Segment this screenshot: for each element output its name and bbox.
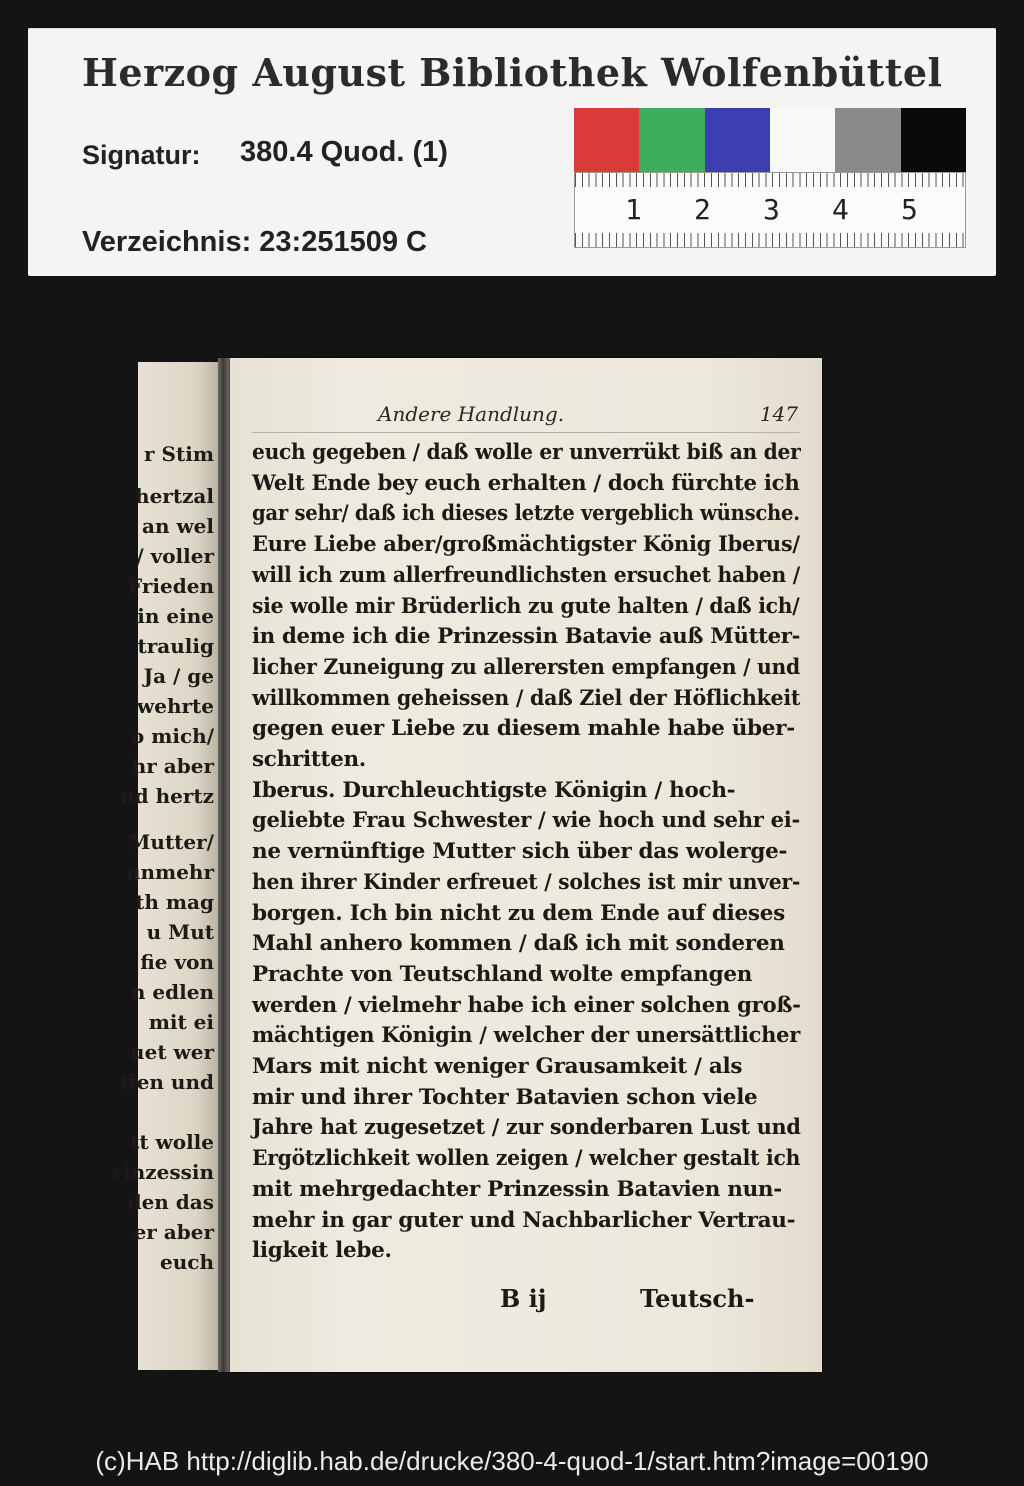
left-page-fragment: fie von xyxy=(140,950,214,974)
left-page-fragment: n edlen xyxy=(130,980,214,1004)
left-page-fragment: euch xyxy=(160,1250,214,1274)
ruler-number: 1 xyxy=(625,193,642,226)
scale-ruler xyxy=(574,172,966,248)
body-text-line: willkommen geheissen / daß Ziel der Höflichkeit xyxy=(252,685,801,711)
open-book xyxy=(112,358,822,1372)
left-page-fragment: r Stim xyxy=(144,442,214,466)
signature-mark: B ij xyxy=(500,1284,547,1313)
header-rule xyxy=(252,432,800,433)
body-text-line: Iberus. Durchleuchtigste Königin / hoch- xyxy=(252,777,736,803)
library-label-card xyxy=(28,28,996,276)
left-page xyxy=(112,362,220,1370)
right-page xyxy=(230,358,822,1372)
ruler-number: 5 xyxy=(901,193,918,226)
left-page-fragment: Mutter/ xyxy=(128,830,214,854)
library-name: Herzog August Bibliothek Wolfenbüttel xyxy=(82,50,943,95)
ruler-number: 4 xyxy=(832,193,849,226)
left-page-fragment: mit ei xyxy=(148,1010,214,1034)
swatch-black xyxy=(901,108,966,172)
left-page-fragment: ffen und xyxy=(120,1070,214,1094)
swatch-green xyxy=(639,108,704,172)
body-text-line: in deme ich die Prinzessin Batavie auß Mütter- xyxy=(252,624,801,650)
body-text-line: hen ihrer Kinder erfreuet / solches ist mir unver- xyxy=(252,869,801,895)
left-page-fragment: unmehr xyxy=(125,860,214,884)
body-text-line: borgen. Ich bin nicht zu dem Ende auf dieses xyxy=(252,900,785,926)
body-text-line: ligkeit lebe. xyxy=(252,1238,392,1264)
body-text-line: geliebte Frau Schwester / wie hoch und sehr ei- xyxy=(252,808,800,834)
left-page-fragment: hertzal xyxy=(135,484,214,508)
body-text-line: licher Zuneigung zu allerersten empfangen / und xyxy=(252,654,800,680)
signatur-value: 380.4 Quod. (1) xyxy=(240,136,448,168)
swatch-white xyxy=(770,108,835,172)
swatch-gray xyxy=(835,108,900,172)
left-page-fragment: tt wolle xyxy=(130,1130,214,1154)
color-calibration-bar xyxy=(574,108,966,172)
ruler-ticks-bottom xyxy=(575,233,965,247)
body-text-line: Eure Liebe aber/großmächtigster König Iberus/ xyxy=(252,532,800,558)
left-page-fragment: o mich/ xyxy=(130,724,214,748)
body-text-line: mächtigen Königin / welcher der unersättlicher xyxy=(252,1023,800,1049)
body-text-line: werden / vielmehr habe ich einer solchen groß- xyxy=(252,992,801,1018)
left-page-fragment: rinzessin xyxy=(112,1160,214,1184)
body-text-line: schritten. xyxy=(252,747,366,772)
ruler-ticks-top xyxy=(575,173,965,187)
left-page-fragment: nd hertz xyxy=(120,784,214,808)
left-page-fragment: den das xyxy=(127,1190,214,1214)
swatch-red xyxy=(574,108,639,172)
catchword: Teutsch- xyxy=(640,1284,755,1313)
body-text-line: mit mehrgedachter Prinzessin Batavien nun- xyxy=(252,1176,782,1202)
running-title: Andere Handlung. xyxy=(378,402,565,426)
left-page-fragment: Ja / ge xyxy=(143,664,214,688)
page-number: 147 xyxy=(759,402,798,426)
body-text-line: will ich zum allerfreundlichsten ersuchet haben / xyxy=(252,562,800,588)
signatur-label: Signatur: xyxy=(82,140,201,170)
body-text-line: ne vernünftige Mutter sich über das wolerge- xyxy=(252,839,788,865)
copyright-footer: (c)HAB http://diglib.hab.de/drucke/380-4-quod-1/start.htm?image=00190 xyxy=(95,1446,929,1476)
body-text-line: Mahl anhero kommen / daß ich mit sonderen xyxy=(252,931,785,957)
left-page-fragment: traulig xyxy=(137,634,214,658)
ruler-number: 3 xyxy=(763,193,780,226)
swatch-blue xyxy=(705,108,770,172)
body-text-line: gegen euer Liebe zu diesem mahle habe über- xyxy=(252,716,795,742)
left-page-fragment: er aber xyxy=(133,1220,214,1244)
body-text-line: Prachte von Teutschland wolte empfangen xyxy=(252,961,753,987)
ruler-number: 2 xyxy=(694,193,711,226)
body-text-line: Jahre hat zugesetzet / zur sonderbaren Lust und xyxy=(252,1115,801,1141)
left-page-fragment: uet wer xyxy=(130,1040,214,1064)
left-page-fragment: u Mut xyxy=(146,920,214,944)
body-text-line: mir und ihrer Tochter Batavien schon viele xyxy=(252,1084,758,1110)
left-page-fragment: Frieden xyxy=(128,574,214,598)
left-page-fragment: wehrte xyxy=(137,694,214,718)
body-text-line: sie wolle mir Brüderlich zu gute halten / daß ich/ xyxy=(252,593,800,619)
body-text-line: Welt Ende bey euch erhalten / doch fürchte ich xyxy=(252,470,800,496)
left-page-fragment: th mag xyxy=(135,890,214,914)
body-text-line: mehr in gar guter und Nachbarlicher Vertrau- xyxy=(252,1207,796,1233)
verzeichnis-text: Verzeichnis: 23:251509 C xyxy=(82,226,427,258)
left-page-fragment: an wel xyxy=(141,514,214,538)
body-text-line: gar sehr/ daß ich dieses letzte vergeblich wünsche. xyxy=(252,501,800,527)
left-page-fragment: hr aber xyxy=(131,754,214,778)
body-text-line: euch gegeben / daß wolle er unverrükt biß an der xyxy=(252,440,801,465)
body-text-line: Ergötzlichkeit wollen zeigen / welcher gestalt ich xyxy=(252,1146,801,1172)
left-page-fragment: / voller xyxy=(136,544,214,568)
left-page-fragment: in eine xyxy=(137,604,214,628)
body-text-line: Mars mit nicht weniger Grausamkeit / als xyxy=(252,1054,743,1079)
